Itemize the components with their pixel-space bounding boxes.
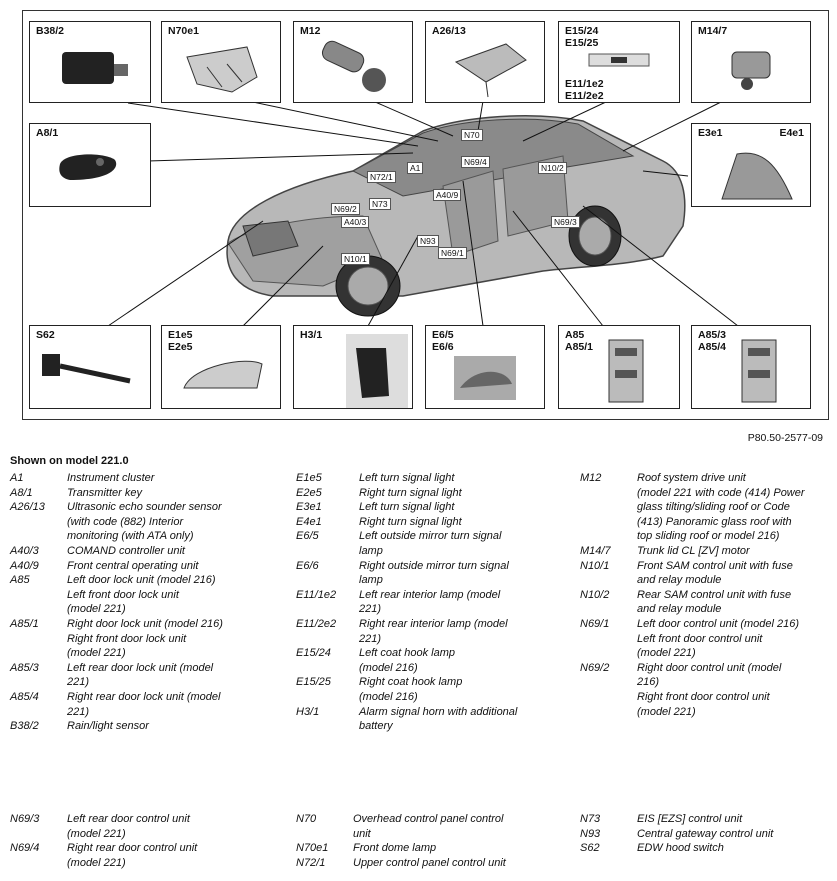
legend-entry <box>296 856 566 871</box>
callout-label: E6/5 E6/6 <box>432 329 454 353</box>
callout-m14-7 <box>691 21 811 103</box>
legend-code: N73 <box>580 813 601 825</box>
legend-description-line: Trunk lid CL [ZV] motor <box>637 544 750 557</box>
legend-description-line: Rear SAM control unit with fuse <box>637 588 792 601</box>
legend-code: A85/1 <box>10 617 39 630</box>
legend-description-line: Rain/light sensor <box>67 720 149 733</box>
legend-entry <box>10 841 280 870</box>
legend-code: E1e5 <box>296 472 322 484</box>
legend-code: A8/1 <box>10 486 33 499</box>
legend-entry <box>580 827 830 842</box>
legend-description-line: Left turn signal light <box>359 501 455 514</box>
callout-e15 <box>558 21 680 103</box>
legend-entry <box>296 705 566 734</box>
legend-code: E4e1 <box>296 515 322 528</box>
legend-description-line: Left rear door lock unit (model <box>67 661 214 674</box>
legend-code: M14/7 <box>580 544 611 557</box>
legend-entry <box>10 812 280 841</box>
legend-description-line: Upper control panel control unit <box>353 856 506 869</box>
legend-code: N69/4 <box>10 842 40 855</box>
legend-code: A40/3 <box>10 544 39 557</box>
legend-entry <box>10 559 280 574</box>
legend-description-line: lamp <box>359 544 383 557</box>
legend-description-line: Right rear interior lamp (model <box>359 617 508 630</box>
rain-light-sensor-icon <box>30 22 150 102</box>
legend-code: A40/9 <box>10 559 39 572</box>
legend-description-line: 221) <box>67 676 90 689</box>
legend-entry <box>10 544 280 559</box>
legend-description-line: Left front door control unit <box>637 632 763 645</box>
car-tag: N69/3 <box>551 216 580 228</box>
legend-description-line: Alarm signal horn with additional <box>359 705 518 718</box>
callout-h3-1 <box>293 325 413 409</box>
key-fob-icon <box>30 124 150 206</box>
legend-code: E3e1 <box>296 501 322 514</box>
legend-entry <box>296 588 566 617</box>
legend-description-line: Front SAM control unit with fuse <box>637 559 793 572</box>
legend-description-line: (model 221) <box>67 827 126 840</box>
legend-code: A85/3 <box>10 661 39 674</box>
headlamp-icon <box>162 326 280 408</box>
component-location-figure <box>22 10 829 420</box>
legend-code: E6/5 <box>296 530 319 543</box>
legend-description-line: Right coat hook lamp <box>359 676 463 689</box>
alarm-horn-icon <box>294 326 412 408</box>
legend-description-line: Right rear door control unit <box>67 842 198 855</box>
legend-code: N70 <box>296 813 317 825</box>
dome-lamp-icon <box>162 22 280 102</box>
legend-description-line: (model 216) <box>359 661 418 674</box>
callout-label: M12 <box>300 25 321 37</box>
legend-column-2 <box>296 471 566 734</box>
legend-description-line: (413) Panoramic glass roof with <box>637 515 792 528</box>
callout-a8-1 <box>29 123 151 207</box>
legend-description-line: Left outside mirror turn signal <box>359 530 502 543</box>
legend-description-line: Central gateway control unit <box>637 827 774 840</box>
legend-entry <box>10 500 280 544</box>
legend-description-line: (model 221) <box>637 705 696 718</box>
callout-m12 <box>293 21 413 103</box>
legend-description-line: 221) <box>359 603 382 616</box>
legend-description-line: Left front door lock unit <box>67 588 179 601</box>
legend-entry <box>296 617 566 646</box>
legend-description-line: EIS [EZS] control unit <box>637 813 743 825</box>
car-tag: A40/9 <box>433 189 461 201</box>
callout-a85 <box>558 325 680 409</box>
legend-code: E15/25 <box>296 676 331 689</box>
roof-drive-motor-icon <box>294 22 412 102</box>
shown-on-heading: Shown on model 221.0 <box>10 455 129 467</box>
legend-entry <box>296 471 566 486</box>
legend-description-line: glass tilting/sliding roof or Code <box>637 501 790 514</box>
callout-label: B38/2 <box>36 25 65 37</box>
legend-description-line: (model 221) <box>637 647 696 660</box>
legend-description-line: 216) <box>637 676 660 689</box>
callout-b38-2 <box>29 21 151 103</box>
legend-code: A1 <box>10 472 24 484</box>
callout-label: A8/1 <box>36 127 59 139</box>
legend-code: N10/1 <box>580 559 610 572</box>
legend-column-3 <box>580 471 830 719</box>
callout-e1e5 <box>161 325 281 409</box>
car-tag: N93 <box>417 235 439 247</box>
legend-description-line: monitoring (with ATA only) <box>67 530 194 543</box>
legend-entry <box>10 486 280 501</box>
legend-code: A85/4 <box>10 690 39 703</box>
legend-column-1 <box>10 471 280 734</box>
legend-description-line: Front dome lamp <box>353 842 437 855</box>
legend-entry <box>580 841 830 856</box>
legend-code: M12 <box>580 472 602 484</box>
legend-code: E11/2e2 <box>296 617 337 630</box>
car-tag: N70 <box>461 129 483 141</box>
legend-description-line: battery <box>359 720 393 733</box>
legend-code: N70e1 <box>296 842 329 855</box>
callout-label: E1e5 E2e5 <box>168 329 193 353</box>
legend-description-line: 221) <box>67 705 90 718</box>
legend-code: N69/3 <box>10 813 40 825</box>
callout-a85-3 <box>691 325 811 409</box>
legend-entry <box>10 617 280 661</box>
legend-description-line: Roof system drive unit <box>637 472 746 484</box>
rear-turn-signal-icon <box>692 124 810 206</box>
legend-description-line: top sliding roof or model 216) <box>637 530 780 543</box>
legend-entry <box>580 471 830 544</box>
car-tag: N69/4 <box>461 156 490 168</box>
legend-entry <box>296 500 566 515</box>
legend-entry <box>296 559 566 588</box>
legend-description-line: 221) <box>359 632 382 645</box>
callout-label: E3e1 <box>698 127 723 139</box>
legend-description-line: Left turn signal light <box>359 472 455 484</box>
legend-description-line: (with code (882) Interior <box>67 515 184 528</box>
legend-entry <box>10 661 280 690</box>
legend-entry <box>580 812 830 827</box>
legend-code: E15/24 <box>296 647 331 660</box>
document-id: P80.50-2577-09 <box>747 432 823 444</box>
legend-code: H3/1 <box>296 705 320 718</box>
callout-label: S62 <box>36 329 55 341</box>
legend-description-line: Left coat hook lamp <box>359 647 456 660</box>
legend-description-line: Right rear door lock unit (model <box>67 690 221 703</box>
callout-label-b: E11/1e2 E11/2e2 <box>565 78 604 102</box>
legend-description-line: Ultrasonic echo sounder sensor <box>67 501 222 514</box>
legend-code: N69/2 <box>580 661 610 674</box>
legend-description-line: Right turn signal light <box>359 515 462 528</box>
legend-description-line: Instrument cluster <box>67 472 155 484</box>
legend-description-line: lamp <box>359 574 383 587</box>
callout-label: E15/24 E15/25 <box>565 25 599 49</box>
callout-label: A26/13 <box>432 25 466 37</box>
legend-description-line: (model 216) <box>359 690 418 703</box>
trunk-lid-motor-icon <box>692 22 810 102</box>
legend-code: B38/2 <box>10 720 39 733</box>
callout-label: M14/7 <box>698 25 728 37</box>
legend-description-line: and relay module <box>637 574 722 587</box>
legend-entry <box>296 515 566 530</box>
legend-code: E11/1e2 <box>296 588 337 601</box>
legend-description-line: Transmitter key <box>67 486 142 499</box>
legend-description-line: Left rear interior lamp (model <box>359 588 501 601</box>
legend-entry <box>10 573 280 617</box>
callout-e6-5 <box>425 325 545 409</box>
callout-label: A85/3 A85/4 <box>698 329 727 353</box>
legend-bottom-3 <box>580 812 830 856</box>
legend-description-line: Right front door control unit <box>637 690 770 703</box>
legend-bottom-1 <box>10 812 280 870</box>
legend-code: S62 <box>580 842 600 855</box>
legend-description-line: Right outside mirror turn signal <box>359 559 509 572</box>
legend-bottom-2 <box>296 812 566 870</box>
legend-description-line: (model 221) <box>67 647 126 660</box>
callout-n70e1 <box>161 21 281 103</box>
legend-description-line: Right front door lock unit <box>67 632 187 645</box>
legend-description-line: (model 221 with code (414) Power <box>637 486 805 499</box>
legend-code: N10/2 <box>580 588 610 601</box>
callout-label: A85 A85/1 <box>565 329 594 353</box>
legend-code: N93 <box>580 827 601 840</box>
hood-switch-icon <box>30 326 150 408</box>
legend-description-line: Right door control unit (model <box>637 661 782 674</box>
legend-description-line: unit <box>353 827 371 840</box>
legend-entry <box>296 841 566 856</box>
mirror-signal-icon <box>426 326 544 408</box>
legend-entry <box>10 471 280 486</box>
callout-label: H3/1 <box>300 329 323 341</box>
door-lock-unit-icon <box>559 326 679 408</box>
car-tag: N73 <box>369 198 391 210</box>
legend-code: N72/1 <box>296 856 326 869</box>
legend-code: E2e5 <box>296 486 322 499</box>
legend-description-line: and relay module <box>637 603 722 616</box>
legend-entry <box>580 617 830 661</box>
legend-description-line: Right turn signal light <box>359 486 462 499</box>
legend-code: E6/6 <box>296 559 319 572</box>
legend-entry <box>10 719 280 734</box>
callout-label-right: E4e1 <box>779 127 804 139</box>
legend-entry <box>296 529 566 558</box>
legend-description-line: (model 221) <box>67 603 126 616</box>
car-tag: N10/1 <box>341 253 370 265</box>
legend-code: A85 <box>10 574 30 587</box>
door-lock-unit-icon <box>692 326 810 408</box>
legend-entry <box>296 486 566 501</box>
legend-entry <box>10 690 280 719</box>
callout-a26-13 <box>425 21 545 103</box>
legend-description-line: Right door lock unit (model 216) <box>67 617 223 630</box>
legend-description-line: (model 221) <box>67 856 126 869</box>
callout-label: N70e1 <box>168 25 199 37</box>
legend-entry <box>296 812 566 841</box>
legend-description-line: Front central operating unit <box>67 559 199 572</box>
legend-entry <box>580 661 830 719</box>
car-tag: A40/3 <box>341 216 369 228</box>
legend-description-line: Left rear door control unit <box>67 813 190 825</box>
callout-e3e1 <box>691 123 811 207</box>
car-tag: N69/2 <box>331 203 360 215</box>
car-tag: N69/1 <box>438 247 467 259</box>
legend-entry <box>296 646 566 675</box>
legend-code: N69/1 <box>580 617 610 630</box>
legend-entry <box>580 588 830 617</box>
legend-description-line: Left door lock unit (model 216) <box>67 574 216 587</box>
legend-entry <box>296 675 566 704</box>
legend-description-line: Left door control unit (model 216) <box>637 617 800 630</box>
legend-description-line: EDW hood switch <box>637 842 724 855</box>
legend-description-line: COMAND controller unit <box>67 544 185 557</box>
echo-sensor-module-icon <box>426 22 544 102</box>
car-tag: N10/2 <box>538 162 567 174</box>
legend-code: A26/13 <box>10 501 45 514</box>
car-tag: N72/1 <box>367 171 396 183</box>
legend-entry <box>580 544 830 559</box>
callout-s62 <box>29 325 151 409</box>
car-tag: A1 <box>407 162 423 174</box>
legend-description-line: Overhead control panel control <box>353 813 504 825</box>
legend-entry <box>580 559 830 588</box>
